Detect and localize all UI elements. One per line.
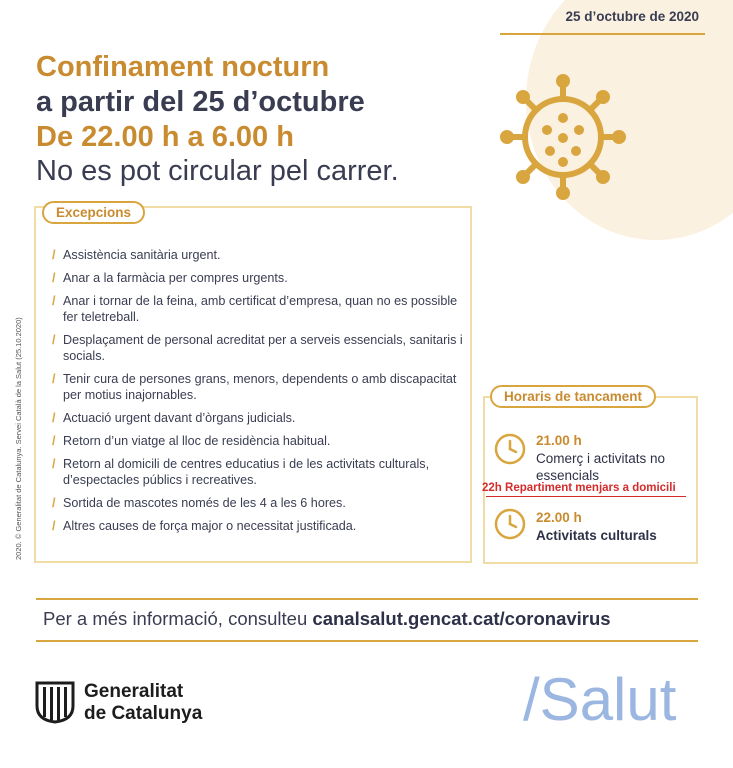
info-divider-top <box>36 598 698 600</box>
slash-bullet-icon: / <box>52 434 56 448</box>
list-item: / Actuació urgent davant d’òrgans judicials. <box>52 411 296 425</box>
slash-bullet-icon: / <box>52 496 56 510</box>
clock-icon <box>493 432 527 466</box>
slash-bullet-icon: / <box>52 372 56 386</box>
list-item: / Retorn d’un viatge al lloc de residència habitual. <box>52 434 331 448</box>
list-item: / Tenir cura de persones grans, menors, dependents o amb discapacitat per motius inajornables. <box>52 372 457 402</box>
headline-line-4: No es pot circular pel carrer. <box>36 155 399 188</box>
slash-bullet-icon: / <box>52 271 56 285</box>
list-item: / Desplaçament de personal acreditat per a serveis essencials, sanitaris i socials. <box>52 333 463 363</box>
info-divider-bottom <box>36 640 698 642</box>
slash-bullet-icon: / <box>52 519 56 533</box>
list-item: / Sortida de mascotes només de les 4 a les 6 hores. <box>52 496 346 510</box>
headline <box>36 50 399 189</box>
headline-line-1: Confinament nocturn <box>36 51 330 83</box>
side-credit: 2020. © Generalitat de Catalunya. Servei Català de la Salut (25.10.2020) <box>14 317 23 560</box>
list-item: / Altres causes de força major o necessitat justificada. <box>52 519 357 533</box>
slash-bullet-icon: / <box>52 411 56 425</box>
slash-bullet-icon: / <box>52 457 56 471</box>
headline-line-2: a partir del 25 d’octubre <box>36 85 365 118</box>
generalitat-wordmark <box>84 681 202 725</box>
slash-bullet-icon: / <box>52 248 56 262</box>
closing-time-2: 22.00 h <box>536 510 582 525</box>
slash-bullet-icon: / <box>52 294 56 308</box>
clock-icon <box>493 507 527 541</box>
closing-hours-label: Horaris de tancament <box>490 385 656 408</box>
closing-desc-2: Activitats culturals <box>536 528 657 543</box>
org-line-1: Generalitat <box>84 681 184 702</box>
exceptions-label: Excepcions <box>42 201 145 224</box>
slash-bullet-icon: / <box>52 333 56 347</box>
generalitat-logo-icon <box>34 680 76 724</box>
list-item: / Retorn al domicili de centres educatius i de les activitats culturals, d’espectacles públics i recreatives. <box>52 457 430 487</box>
info-link[interactable]: canalsalut.gencat.cat/coronavirus <box>312 608 611 629</box>
org-line-2: de Catalunya <box>84 703 203 724</box>
list-item: / Anar i tornar de la feina, amb certificat d’empresa, quan no es possible fer teletreball. <box>52 294 458 324</box>
list-item: / Anar a la farmàcia per compres urgents. <box>52 271 288 285</box>
headline-line-3: De 22.00 h a 6.00 h <box>36 120 294 153</box>
info-line <box>43 608 611 630</box>
virus-icon <box>498 72 628 202</box>
salut-brand: /Salut <box>523 666 677 733</box>
info-prefix: Per a més informació, consulteu <box>43 608 313 629</box>
exceptions-list <box>52 247 472 541</box>
delivery-note: 22h Repartiment menjars a domicili <box>482 482 676 494</box>
closing-time-1: 21.00 h <box>536 433 582 448</box>
date-divider <box>500 33 705 35</box>
date-label: 25 d’octubre de 2020 <box>565 9 699 24</box>
list-item: / Assistència sanitària urgent. <box>52 248 221 262</box>
delivery-note-underline <box>486 496 686 497</box>
closing-desc-1: Comerç i activitats no essencials <box>536 451 666 483</box>
